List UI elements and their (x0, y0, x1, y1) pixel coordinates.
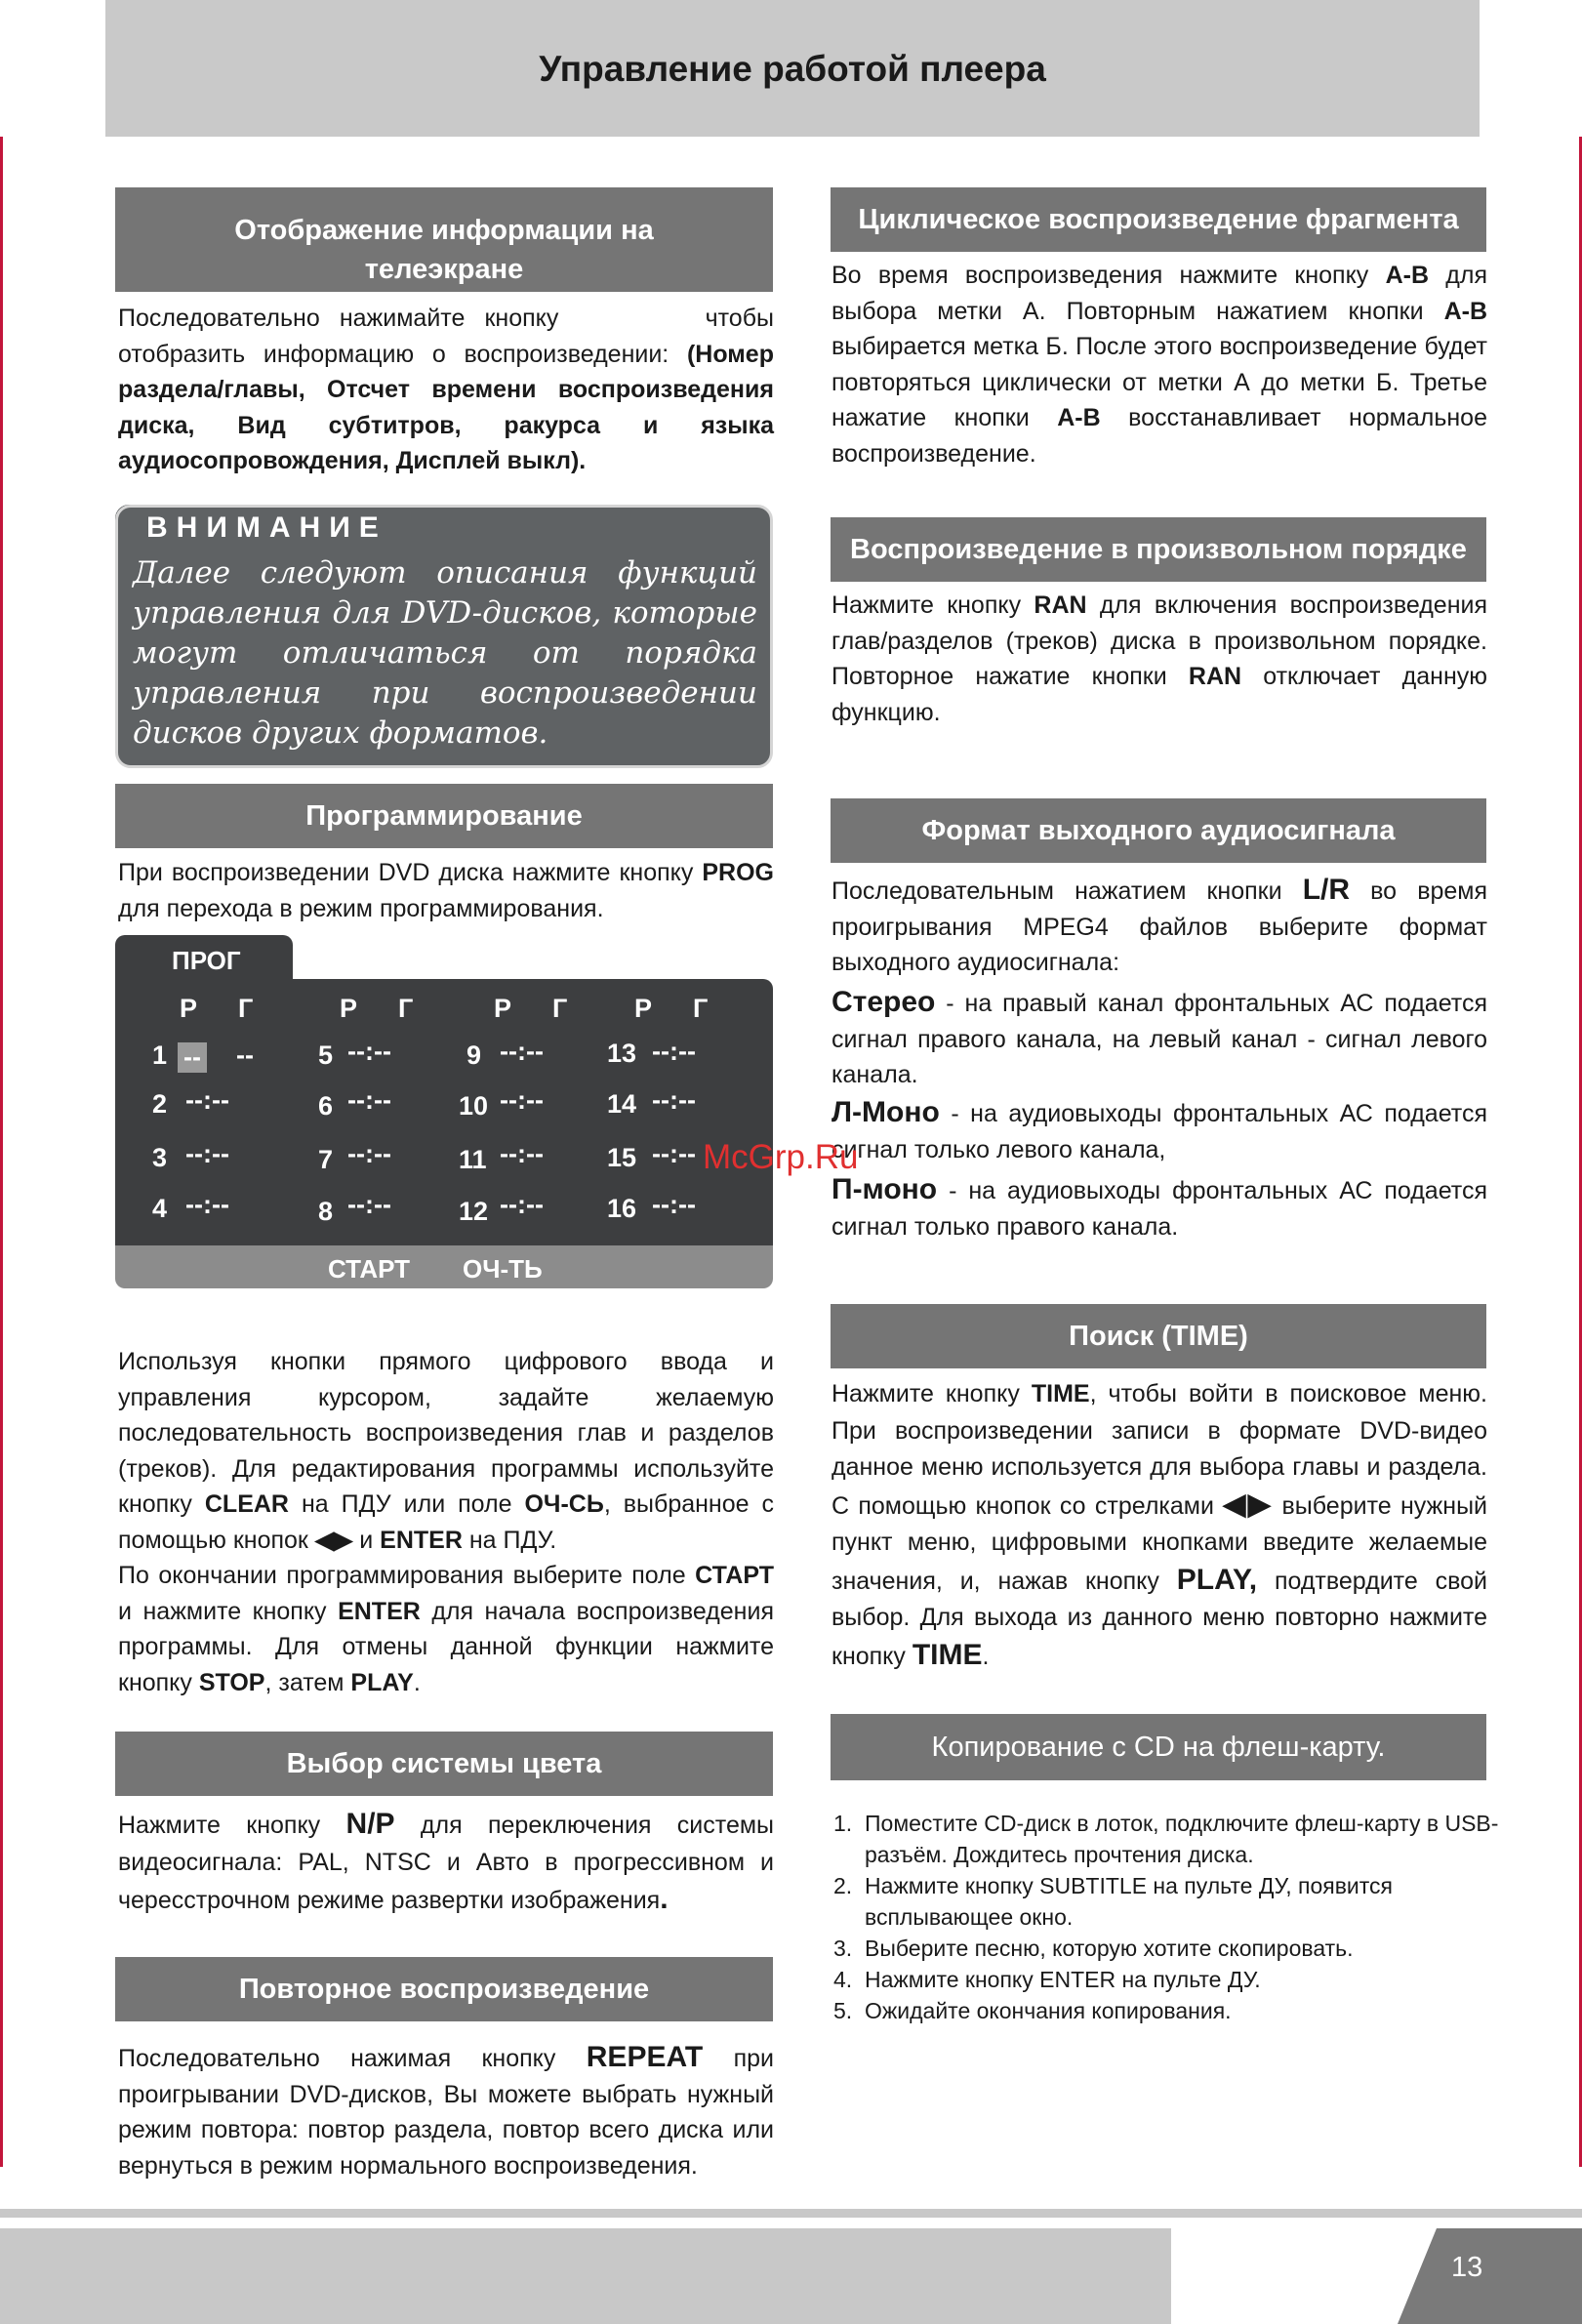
track-slot[interactable]: --:-- (347, 1190, 391, 1219)
col-header-g: Г (398, 994, 414, 1023)
repeat-text: Последовательно нажимая кнопку REPEAT при проигрывании DVD-дисков, Вы можете выбрать нужный режим повтора: повтор раздела, повтор всего диска или вернуться в режим нормального воспроизведения. (118, 2041, 775, 2180)
list-item: 1. Поместите CD-диск в лоток, подключите флеш-карту в USB-разъём. Дождитесь прочтения диска. (833, 1811, 1499, 1867)
audio-section-header: Формат выходного аудиосигнала (831, 798, 1486, 863)
page-title: Управление работой плеера (539, 49, 1046, 89)
repeat-section-header: Повторное воспроизведение (115, 1957, 773, 2021)
track-slot[interactable]: --:-- (347, 1139, 391, 1168)
warning-text: Далее следуют описания функций управления для DVD-дисков, которые могут отличаться от порядка управления при воспроизведении дисков других форматов. (133, 555, 757, 751)
col-header-g: Г (552, 994, 568, 1023)
track-number: 5 (318, 1040, 334, 1070)
audio-right-mono: П-моно - на аудиовыходы фронтальных АС подается сигнал только правого канала. (832, 1173, 1487, 1241)
color-section-header: Выбор системы цвета (115, 1732, 773, 1796)
page-header (0, 0, 1582, 137)
col-header-r: Р (180, 994, 198, 1023)
warning-title: ВНИМАНИЕ (146, 511, 387, 544)
list-item: 2. Нажмите кнопку SUBTITLE на пульте ДУ, появится всплывающее окно. (833, 1873, 1393, 1930)
track-slot[interactable]: --:-- (185, 1085, 229, 1115)
time-section-header: Поиск (TIME) (831, 1304, 1486, 1368)
prog-section-header: Программирование (115, 784, 773, 848)
track-number: 12 (459, 1197, 489, 1226)
track-slot[interactable]: --:-- (500, 1139, 544, 1168)
list-item: 5. Ожидайте окончания копирования. (833, 1998, 1232, 2023)
audio-stereo: Стерео - на правый канал фронтальных АС подается сигнал правого канала, на левый канал - сигнал левого канала. (832, 986, 1487, 1088)
track-number: 1 (152, 1040, 168, 1070)
watermark: McGrp.Ru (703, 1138, 859, 1176)
track-slot[interactable]: --:-- (347, 1085, 391, 1115)
track-number: 7 (318, 1145, 334, 1174)
audio-left-mono: Л-Моно - на аудиовыходы фронтальных АС подается сигнал только левого канала, (832, 1096, 1487, 1163)
track-slot[interactable]: --:-- (347, 1037, 391, 1066)
arrow-keys-icon: ◀▶ (1223, 1488, 1274, 1521)
col-header-r: Р (340, 994, 358, 1023)
copy-section-header: Копирование с CD на флеш-карту. (831, 1714, 1486, 1780)
track-slot[interactable]: --:-- (652, 1085, 696, 1115)
clear-field[interactable]: ОЧ-ТЬ (463, 1254, 543, 1284)
ab-section-header: Циклическое воспроизведение фрагмента (831, 187, 1486, 252)
track-number: 16 (607, 1194, 637, 1223)
track-number: 6 (318, 1091, 334, 1121)
page-number: 13 (1451, 2252, 1483, 2283)
info-section-header: Отображение информации на телеэкране (115, 187, 773, 292)
ran-section-header: Воспроизведение в произвольном порядке (831, 517, 1486, 582)
track-slot[interactable]: --:-- (500, 1190, 544, 1219)
track-number: 2 (152, 1089, 168, 1119)
track-number: 9 (466, 1040, 482, 1070)
track-slot[interactable]: --:-- (652, 1139, 696, 1168)
col-header-g: Г (693, 994, 709, 1023)
track-slot-selected[interactable]: -- (178, 1042, 207, 1073)
track-slot[interactable]: --:-- (652, 1190, 696, 1219)
track-number: 10 (459, 1091, 489, 1121)
track-number: 14 (607, 1089, 637, 1119)
track-number: 3 (152, 1143, 168, 1172)
track-number: 4 (152, 1194, 168, 1223)
track-number: 8 (318, 1197, 334, 1226)
track-number: 13 (607, 1039, 637, 1068)
track-slot[interactable]: --:-- (500, 1085, 544, 1115)
col-header-g: Г (238, 994, 254, 1023)
ran-text: Нажмите кнопку RAN для включения воспроизведения глав/разделов (треков) диска в произвольном порядке. Повторное нажатие кнопки RAN отключает данную функцию. (832, 591, 1488, 726)
list-item: 4. Нажмите кнопку ENTER на пульте ДУ. (833, 1967, 1261, 1992)
program-footer (115, 1245, 773, 1288)
track-number: 11 (459, 1145, 487, 1174)
program-tab-label: ПРОГ (172, 946, 241, 975)
ab-text: Во время воспроизведения нажмите кнопку A-B для выбора метки А. Повторным нажатием кнопки A-B выбирается метка Б. После этого воспроизведение будет повторяться циклически от метки А до метки Б. Третье нажатие кнопки A-B восстанавливает нормальное воспроизведение. (832, 262, 1488, 468)
audio-text: Последовательным нажатием кнопки L/R во время проигрывания MPEG4 файлов выберите формат выходного аудиосигнала: (832, 874, 1488, 976)
track-slot[interactable]: --:-- (652, 1037, 696, 1066)
col-header-r: Р (494, 994, 512, 1023)
prog-instructions: Используя кнопки прямого цифрового ввода и управления курсором, задайте желаемую последовательность воспроизведения глав и разделов (треков). Для редактирования программы используйте кнопку CLEAR на ПДУ или поле ОЧ-СЬ, выбранное с помощью кнопок ◀▶ и ENTER на ПДУ. (118, 1348, 775, 1554)
prog-intro-text: При воспроизведении DVD диска нажмите кнопку PROG для перехода в режим программирования. (118, 859, 774, 922)
arrow-keys-icon: ◀▶ (314, 1526, 353, 1554)
info-text: Последовательно нажимайте кнопку чтобы отобразить информацию о воспроизведении: (Номер раздела/главы, Отсчет времени воспроизведения диска, Вид субтитров, ракурса и языка аудиосопровождения, Дисплей выкл). (118, 305, 774, 474)
col-header-r: Р (634, 994, 653, 1023)
page-number-wrap (0, 2209, 1582, 2324)
track-number: 15 (607, 1143, 637, 1172)
header-band (105, 0, 1480, 137)
track-slot[interactable]: --:-- (185, 1190, 229, 1219)
color-text: Нажмите кнопку N/P для переключения системы видеосигнала: PAL, NTSC и Авто в прогрессивном и чересстрочном режиме развертки изображения. (118, 1808, 775, 1915)
track-slot[interactable]: --:-- (500, 1037, 544, 1066)
copy-steps-list (833, 1808, 1528, 2026)
start-field[interactable]: СТАРТ (328, 1254, 411, 1284)
track-slot[interactable]: --:-- (185, 1139, 229, 1168)
prog-finish-text: По окончании программирования выберите поле СТАРТ и нажмите кнопку ENTER для начала воспроизведения программы. Для отмены данной функции нажмите кнопку STOP, затем PLAY. (118, 1562, 774, 1696)
program-screen (115, 935, 773, 1331)
time-text: Нажмите кнопку TIME, чтобы войти в поисковое меню. При воспроизведении записи в формате DVD-видео данное меню используется для выбора главы и раздела. С помощью кнопок со стрелками ◀▶ выберите нужный пункт меню, цифровыми кнопками введите желаемые значения, и, нажав кнопку PLAY, подтвердите свой выбор. Для выхода из данного меню повторно нажмите кнопку TIME. (832, 1380, 1488, 1671)
track-slot[interactable]: -- (236, 1040, 254, 1070)
list-item: 3. Выберите песню, которую хотите скопировать. (833, 1936, 1354, 1961)
left-accent-line (0, 137, 3, 2167)
